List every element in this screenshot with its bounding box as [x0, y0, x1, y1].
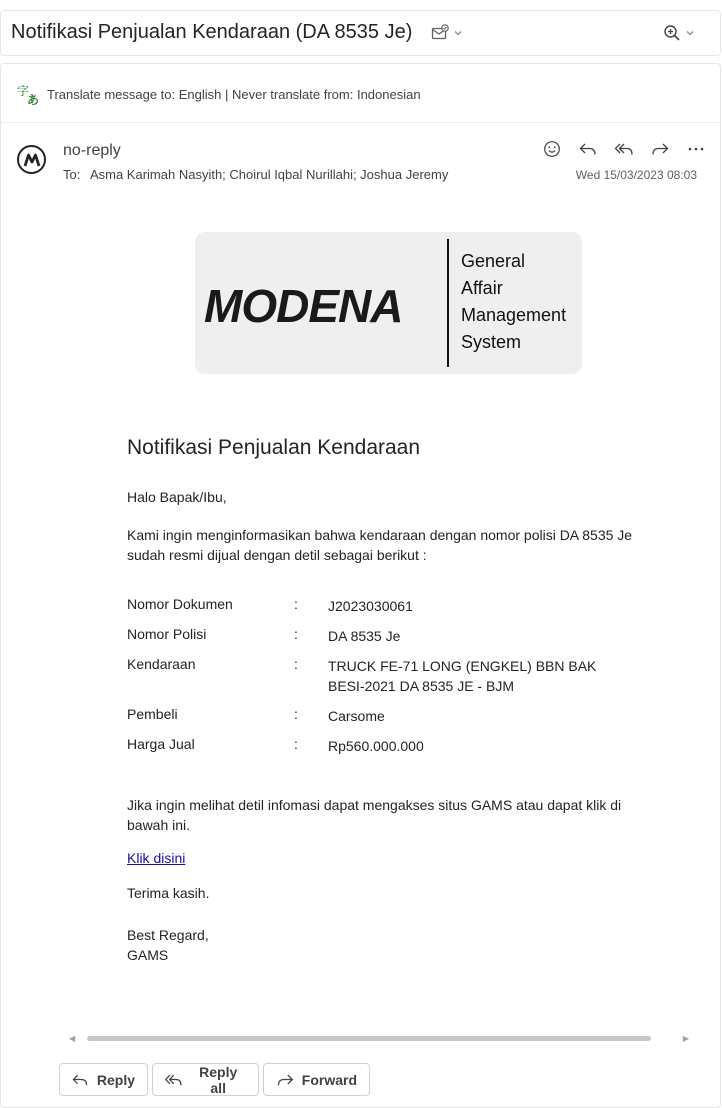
- thanks-text: Terima kasih.: [127, 885, 210, 901]
- scroll-left-icon[interactable]: ◀: [69, 1034, 76, 1043]
- signature: [127, 925, 657, 965]
- more-actions-button[interactable]: [678, 137, 714, 161]
- detail-label: Harga Jual: [127, 736, 195, 752]
- modena-m-icon: [23, 153, 41, 167]
- signature-line: Best Regard,: [127, 927, 209, 943]
- message-date: Wed 15/03/2023 08:03: [575, 168, 697, 182]
- reply-all-icon: [614, 141, 634, 157]
- to-label: To:: [63, 167, 81, 182]
- svg-text:あ: あ: [27, 93, 39, 105]
- reply-all-button[interactable]: [152, 1063, 259, 1096]
- reply-button[interactable]: [59, 1063, 148, 1096]
- mail-options[interactable]: [431, 24, 463, 42]
- detail-value: TRUCK FE-71 LONG (ENGKEL) BBN BAK BESI-2021 DA 8535 JE - BJM: [328, 658, 597, 694]
- smiley-icon: [543, 140, 561, 158]
- detail-colon: :: [294, 596, 298, 612]
- svg-text:字: 字: [17, 84, 30, 98]
- logo-subtitle-line: Management: [461, 305, 567, 325]
- detail-value: DA 8535 Je: [328, 628, 401, 644]
- scroll-right-icon[interactable]: ▶: [682, 1034, 689, 1043]
- detail-colon: :: [294, 706, 298, 722]
- detail-label: Kendaraan: [127, 656, 196, 672]
- recipients[interactable]: Asma Karimah Nasyith; Choirul Iqbal Nurillahi; Joshua Jeremy: [89, 167, 449, 182]
- forward-icon: [650, 141, 670, 157]
- logo-subtitle-line: Affair: [461, 278, 503, 298]
- zoom-in-icon[interactable]: [663, 24, 681, 42]
- message-actions: [534, 137, 714, 161]
- translate-icon: [17, 83, 39, 105]
- emoji-reaction-button[interactable]: [534, 137, 570, 161]
- intro-paragraph: Kami ingin menginformasikan bahwa kendaraan dengan nomor polisi DA 8535 Je sudah resmi dijual dengan detil sebagai berikut :: [127, 527, 633, 563]
- reply-icon: [578, 141, 598, 157]
- zoom-control[interactable]: [663, 24, 695, 42]
- detail-colon: :: [294, 736, 298, 752]
- sender-avatar: [17, 145, 46, 174]
- logo-subtitle-line: General: [461, 251, 526, 271]
- message-pane: [0, 63, 721, 1108]
- logo-divider: [447, 239, 449, 367]
- translate-bar: [1, 64, 720, 123]
- detail-colon: :: [294, 656, 298, 672]
- detail-label: Nomor Polisi: [127, 626, 207, 642]
- detail-label: Pembeli: [127, 706, 178, 722]
- reply-icon: [72, 1073, 89, 1087]
- subject-bar: [0, 10, 721, 56]
- horizontal-scrollbar[interactable]: [69, 1033, 689, 1045]
- scrollbar-thumb[interactable]: [87, 1036, 651, 1041]
- more-icon: [687, 146, 705, 152]
- greeting: Halo Bapak/Ibu,: [127, 489, 227, 505]
- detail-colon: :: [294, 626, 298, 642]
- gams-logo-banner: [195, 232, 582, 374]
- sender-name[interactable]: no-reply: [63, 142, 121, 159]
- detail-label: Nomor Dokumen: [127, 596, 233, 612]
- info-paragraph: Jika ingin melihat detil infomasi dapat mengakses situs GAMS atau dapat klik di bawah ini.: [127, 797, 622, 833]
- forward-label: Forward: [301, 1071, 357, 1088]
- click-here-link[interactable]: Klik disini: [127, 850, 186, 866]
- detail-value: J2023030061: [328, 598, 413, 614]
- reply-label: Reply: [96, 1071, 135, 1088]
- signature-line: GAMS: [127, 947, 169, 963]
- logo-subtitle-line: System: [461, 332, 522, 352]
- detail-value: Carsome: [328, 708, 385, 724]
- chevron-down-icon[interactable]: [453, 28, 463, 38]
- reply-all-icon-button[interactable]: [606, 137, 642, 161]
- forward-icon: [276, 1073, 294, 1087]
- email-heading: Notifikasi Penjualan Kendaraan: [127, 436, 421, 459]
- reply-icon-button[interactable]: [570, 137, 606, 161]
- envelope-settings-icon[interactable]: [431, 24, 449, 42]
- modena-logo: [204, 284, 436, 328]
- reply-button-row: [59, 1063, 374, 1096]
- forward-icon-button[interactable]: [642, 137, 678, 161]
- chevron-down-icon[interactable]: [685, 28, 695, 38]
- recipients-line: [63, 167, 448, 182]
- reply-all-label: Reply all: [199, 1063, 238, 1096]
- subject-title: Notifikasi Penjualan Kendaraan (DA 8535 Je): [11, 21, 413, 43]
- reply-all-icon: [165, 1073, 182, 1087]
- modena-logo-text: MODENA: [204, 284, 403, 328]
- translate-message-text[interactable]: Translate message to: English | Never translate from: Indonesian: [47, 87, 421, 102]
- forward-button[interactable]: [263, 1063, 370, 1096]
- logo-subtitle: [461, 248, 566, 356]
- detail-value: Rp560.000.000: [328, 738, 424, 754]
